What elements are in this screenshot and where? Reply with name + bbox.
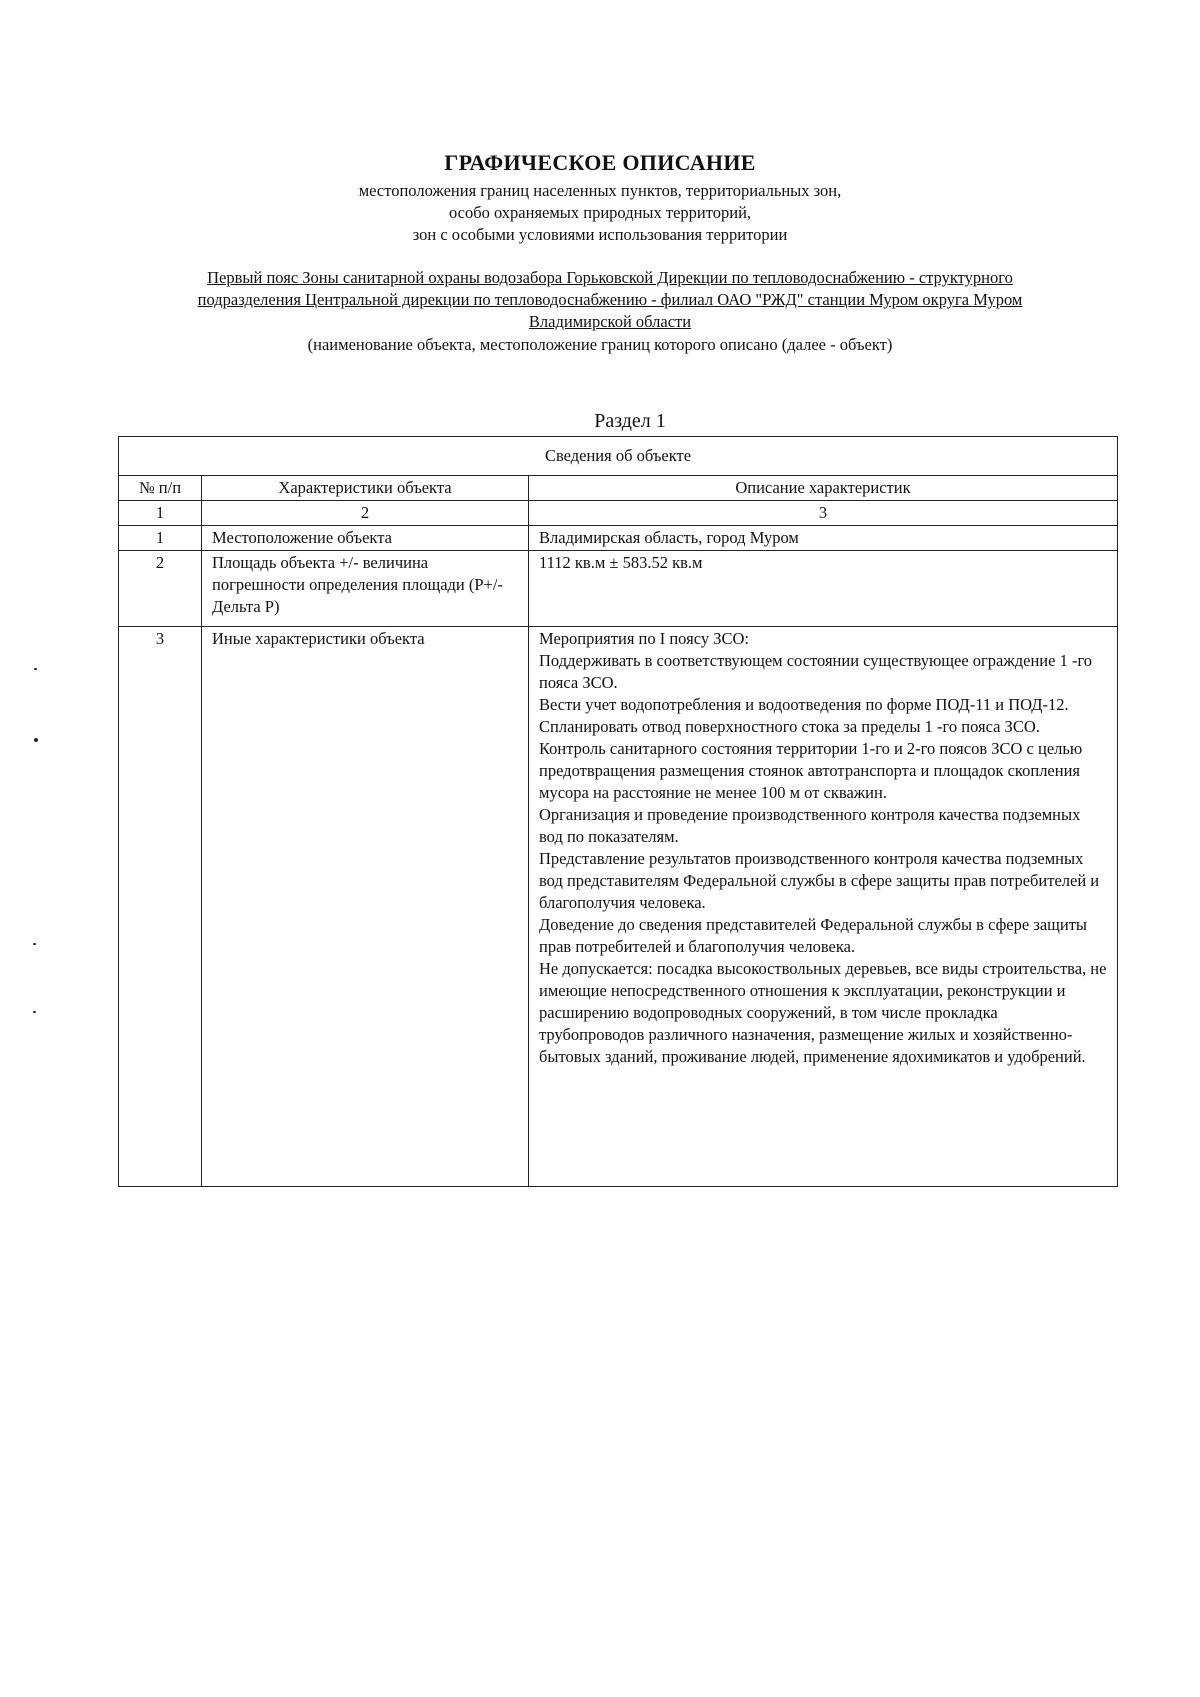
measure-item: Организация и проведение производственного контроля качества подземных вод по показателям.: [539, 805, 1081, 846]
header-characteristic: Характеристики объекта: [202, 476, 529, 501]
row-description: 1112 кв.м ± 583.52 кв.м: [529, 551, 1118, 627]
scan-speck: [34, 738, 38, 742]
header-number: № п/п: [119, 476, 202, 501]
header-description: Описание характеристик: [529, 476, 1118, 501]
object-info-table: [118, 436, 1118, 1187]
table-row: [119, 627, 1118, 1187]
subtitle-line: местоположения границ населенных пунктов, территориальных зон,: [358, 181, 842, 200]
subtitle-line: зон с особыми условиями использования территории: [412, 225, 788, 244]
row-number: 2: [119, 551, 202, 627]
row-characteristic: Площадь объекта +/- величина погрешности определения площади (Р+/- Дельта Р): [202, 551, 529, 627]
column-number-row: [119, 501, 1118, 526]
object-name-line: Владимирской области: [528, 312, 692, 331]
column-number: 2: [202, 501, 529, 526]
object-caption: (наименование объекта, местоположение границ которого описано (далее - объект): [307, 335, 893, 354]
row-characteristic: Иные характеристики объекта: [202, 627, 529, 1187]
measure-item: Вести учет водопотребления и водоотведения по форме ПОД-11 и ПОД-12.: [539, 695, 1069, 714]
scan-speck: [33, 943, 36, 945]
column-number: 1: [119, 501, 202, 526]
row-characteristic: Местоположение объекта: [202, 526, 529, 551]
column-number: 3: [529, 501, 1118, 526]
scan-speck: [33, 1011, 36, 1013]
document-subtitle: [0, 180, 1200, 246]
object-name-line: Первый пояс Зоны санитарной охраны водозабора Горьковской Дирекции по тепловодоснабжению - структурного: [207, 268, 1013, 287]
measure-item: Мероприятия по I поясу ЗСО:: [539, 629, 749, 648]
measure-item: Спланировать отвод поверхностного стока за пределы 1 -го пояса ЗСО.: [539, 717, 1040, 736]
table-row: [119, 551, 1118, 627]
measure-item: Контроль санитарного состояния территории 1-го и 2-го поясов ЗСО с целью предотвращения размещения стоянок автотранспорта и площадок скопления мусора на расстояние не менее 100 м от скважин.: [539, 739, 1083, 802]
measure-item: Доведение до сведения представителей Федеральной службы в сфере защиты прав потребителей и благополучия человека.: [539, 915, 1088, 956]
measure-item: Представление результатов производственного контроля качества подземных вод представителям Федеральной службы в сфере защиты прав потребителей и благополучия человека.: [539, 849, 1100, 912]
row-description: Владимирская область, город Муром: [529, 526, 1118, 551]
table-caption-row: [119, 437, 1118, 476]
object-name: [120, 267, 1100, 333]
table-header-row: [119, 476, 1118, 501]
section-title: Раздел 1: [594, 410, 666, 432]
table-row: [119, 526, 1118, 551]
row-description: [529, 627, 1118, 1187]
object-name-line: подразделения Центральной дирекции по тепловодоснабжению - филиал ОАО "РЖД" станции Муром округа Муром: [197, 290, 1023, 309]
table-caption: Сведения об объекте: [119, 437, 1118, 476]
measure-item: Не допускается: посадка высокоствольных деревьев, все виды строительства, не имеющие непосредственного отношения к эксплуатации, реконструкции и расширению водопроводных сооружений, в том числе прокладка трубопроводов различного назначения, размещение жилых и хозяйственно-бытовых зданий, проживание людей, применение ядохимикатов и удобрений.: [539, 959, 1107, 1066]
subtitle-line: особо охраняемых природных территорий,: [448, 203, 752, 222]
row-number: 3: [119, 627, 202, 1187]
scan-speck: [34, 668, 37, 670]
row-number: 1: [119, 526, 202, 551]
measure-item: Поддерживать в соответствующем состоянии существующее ограждение 1 -го пояса ЗСО.: [539, 651, 1093, 692]
document-title: ГРАФИЧЕСКОЕ ОПИСАНИЕ: [444, 150, 756, 175]
